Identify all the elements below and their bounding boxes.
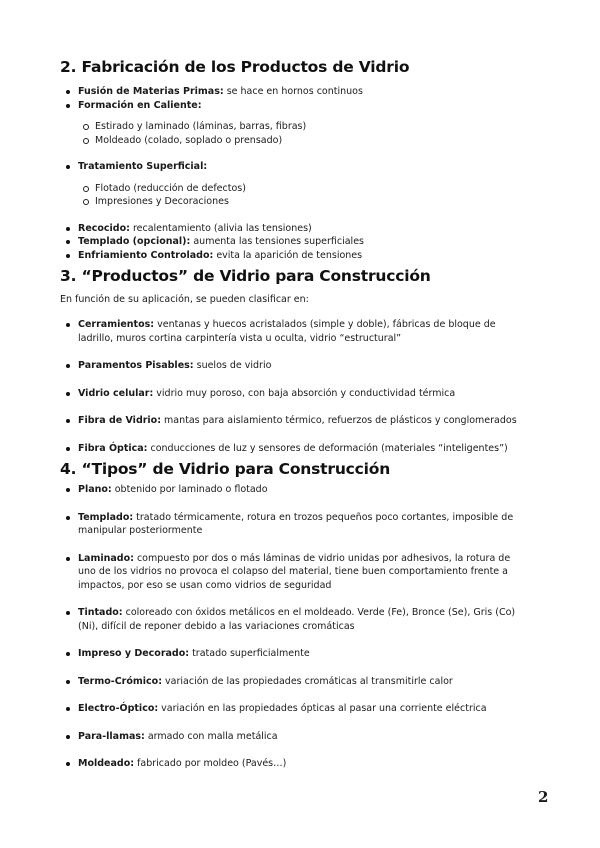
list-item: Laminado: compuesto por dos o más láminas de vidrio unidas por adhesivos, la rotura de uno de los vidrios no provoca el colapso del material, tiene buen comportamiento frente a impactos, por eso se usan como vidrios de seguridad [60,552,522,593]
list-item: Para-llamas: armado con malla metálica [60,730,522,744]
section-3-list [60,318,522,455]
list-item: Enfriamiento Controlado: evita la aparición de tensiones [60,249,522,263]
sublist-item: Estirado y laminado (láminas, barras, fibras) [78,120,522,134]
sublist-item: Flotado (reducción de defectos) [78,182,522,196]
section-4-list [60,483,522,771]
list-item: Fibra de Vidrio: mantas para aislamiento térmico, refuerzos de plásticos y conglomerados [60,414,522,428]
list-item: Moldeado: fabricado por moldeo (Pavés…) [60,757,522,771]
sublist-item: Moldeado (colado, soplado o prensado) [78,134,522,148]
page-content [60,58,522,771]
list-item: Fibra Óptica: conducciones de luz y sensores de deformación (materiales “inteligentes”) [60,442,522,456]
section-2-heading: 2. Fabricación de los Productos de Vidrio [60,58,410,76]
list-item: Recocido: recalentamiento (alivia las tensiones) [60,222,522,236]
list-item: Tratamiento Superficial: Flotado (reducción de defectos) Impresiones y Decoraciones [60,160,522,209]
list-item: Tintado: coloreado con óxidos metálicos en el moldeado. Verde (Fe), Bronce (Se), Gris (Co) (Ni), difícil de reponer debido a las variaciones cromáticas [60,606,522,633]
list-item: Templado: tratado térmicamente, rotura en trozos pequeños poco cortantes, imposible de manipular posteriormente [60,511,522,538]
sublist-caliente [78,120,522,147]
section-4-heading: 4. “Tipos” de Vidrio para Construcción [60,460,391,478]
list-item: Paramentos Pisables: suelos de vidrio [60,359,522,373]
list-item: Termo-Crómico: variación de las propiedades cromáticas al transmitirle calor [60,675,522,689]
list-item: Plano: obtenido por laminado o flotado [60,483,522,497]
list-item: Impreso y Decorado: tratado superficialmente [60,647,522,661]
list-item: Fusión de Materias Primas: se hace en hornos continuos [60,85,522,99]
section-2-list-a [60,85,522,262]
sublist-item: Impresiones y Decoraciones [78,195,522,209]
list-item: Cerramientos: ventanas y huecos acristalados (simple y doble), fábricas de bloque de ladrillo, muros cortina carpintería vista u oculta, vidrio “estructural” [60,318,522,345]
list-item: Vidrio celular: vidrio muy poroso, con baja absorción y conductividad térmica [60,387,522,401]
sublist-tratamiento [78,182,522,209]
list-item: Formación en Caliente: Estirado y laminado (láminas, barras, fibras) Moldeado (colado, soplado o prensado) [60,99,522,148]
list-item: Electro-Óptico: variación en las propiedades ópticas al pasar una corriente eléctrica [60,702,522,716]
list-item: Templado (opcional): aumenta las tensiones superficiales [60,235,522,249]
section-3-intro: En función de su aplicación, se pueden clasificar en: [60,294,309,305]
section-3-heading: 3. “Productos” de Vidrio para Construcción [60,267,431,285]
page-number: 2 [538,788,549,806]
